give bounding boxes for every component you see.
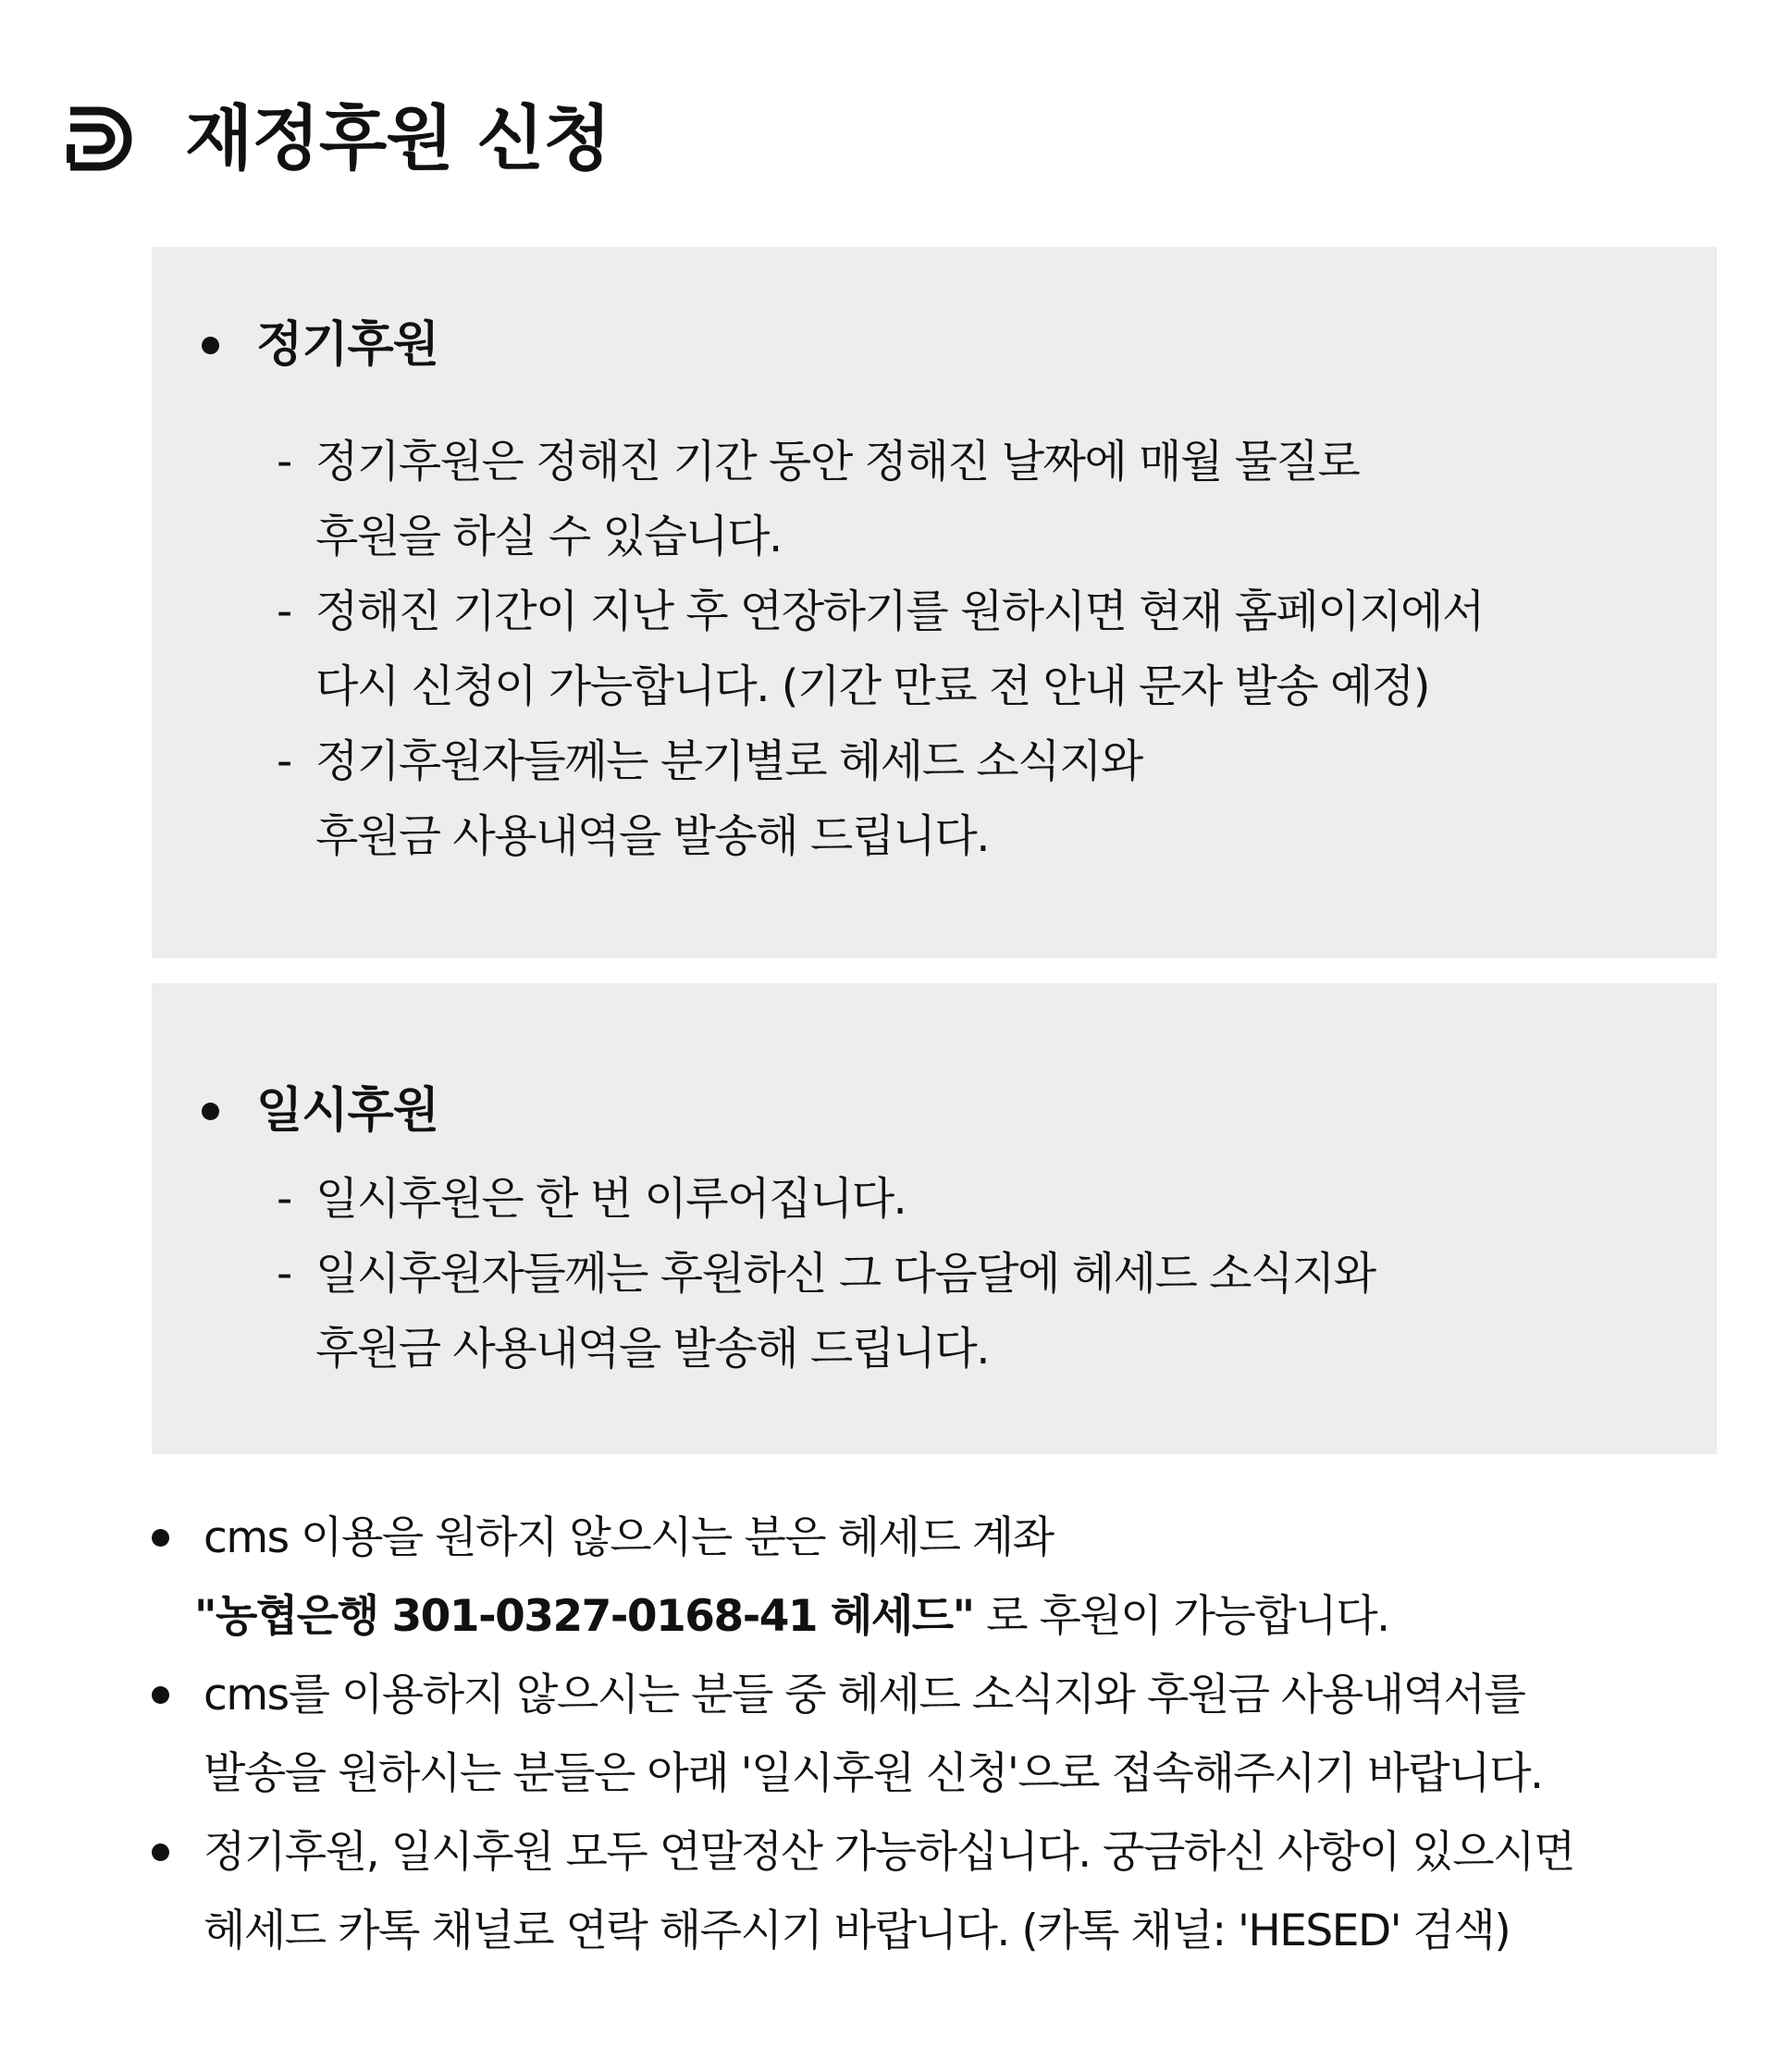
dash-marker: -: [277, 1173, 291, 1225]
onetime-donation-list: [277, 1162, 1680, 1387]
regular-donation-list: [277, 425, 1680, 874]
onetime-donation-heading: [202, 1083, 438, 1139]
note-text: cms 이용을 원하지 않으시는 분은 헤세드 계좌: [204, 1512, 1054, 1563]
note-text-line: [194, 1577, 1739, 1656]
list-item: [277, 724, 1680, 874]
note-text: cms를 이용하지 않으시는 분들 중 헤세드 소식지와 후원금 사용내역서를: [204, 1670, 1525, 1720]
note-text: 발송을 원하시는 분들은 아래 '일시후원 신청'으로 접속해주시기 바랍니다.: [204, 1748, 1543, 1799]
notes-list: [152, 1498, 1739, 1970]
list-item-line: 다시 신청이 가능합니다. (기간 만료 전 안내 문자 발송 예정): [315, 660, 1429, 712]
page-header: [67, 88, 610, 190]
list-item-line: 정기후원자들께는 분기별로 헤세드 소식지와: [315, 735, 1142, 787]
list-item-line: 일시후원자들께는 후원하신 그 다음달에 헤세드 소식지와: [315, 1248, 1375, 1300]
list-item: [277, 1237, 1680, 1387]
note-bank-account: [152, 1498, 1739, 1656]
bullet-icon: [152, 1686, 169, 1704]
onetime-donation-box: [152, 983, 1717, 1454]
note-text: 헤세드 카톡 채널로 연락 해주시기 바랍니다. (카톡 채널: 'HESED' 검색): [204, 1906, 1511, 1956]
dash-marker: -: [277, 436, 291, 487]
list-item: [277, 425, 1680, 574]
list-item-line: 정해진 기간이 지난 후 연장하기를 원하시면 현재 홈페이지에서: [315, 586, 1484, 637]
bullet-icon: [152, 1844, 169, 1861]
dash-marker: -: [277, 586, 291, 637]
brand-d-logo-icon: [67, 104, 137, 174]
list-item-line: 후원을 하실 수 있습니다.: [315, 511, 782, 562]
note-newsletter: [152, 1656, 1739, 1813]
list-item: [277, 1162, 1680, 1237]
bullet-icon: [202, 1103, 219, 1120]
page-title: 재정후원 신청: [185, 97, 610, 179]
note-text: 정기후원, 일시후원 모두 연말정산 가능하십니다. 궁금하신 사항이 있으시면: [204, 1827, 1574, 1878]
list-item-line: 정기후원은 정해진 기간 동안 정해진 날짜에 매월 물질로: [315, 436, 1360, 487]
bullet-icon: [202, 337, 219, 354]
dash-marker: -: [277, 735, 291, 787]
bank-account-info: "농협은행 301-0327-0168-41 헤세드": [194, 1591, 974, 1642]
onetime-donation-title: 일시후원: [256, 1083, 438, 1139]
regular-donation-box: [152, 247, 1717, 958]
list-item-line: 후원금 사용내역을 발송해 드립니다.: [315, 810, 990, 862]
regular-donation-title: 정기후원: [256, 317, 438, 373]
list-item-line: 후원금 사용내역을 발송해 드립니다.: [315, 1323, 990, 1375]
dash-marker: -: [277, 1248, 291, 1300]
note-tax-deduction: [152, 1813, 1739, 1970]
list-item-line: 일시후원은 한 번 이루어집니다.: [315, 1173, 906, 1225]
note-text: 로 후원이 가능합니다.: [973, 1591, 1389, 1642]
regular-donation-heading: [202, 317, 438, 373]
bullet-icon: [152, 1529, 169, 1547]
list-item: [277, 574, 1680, 724]
